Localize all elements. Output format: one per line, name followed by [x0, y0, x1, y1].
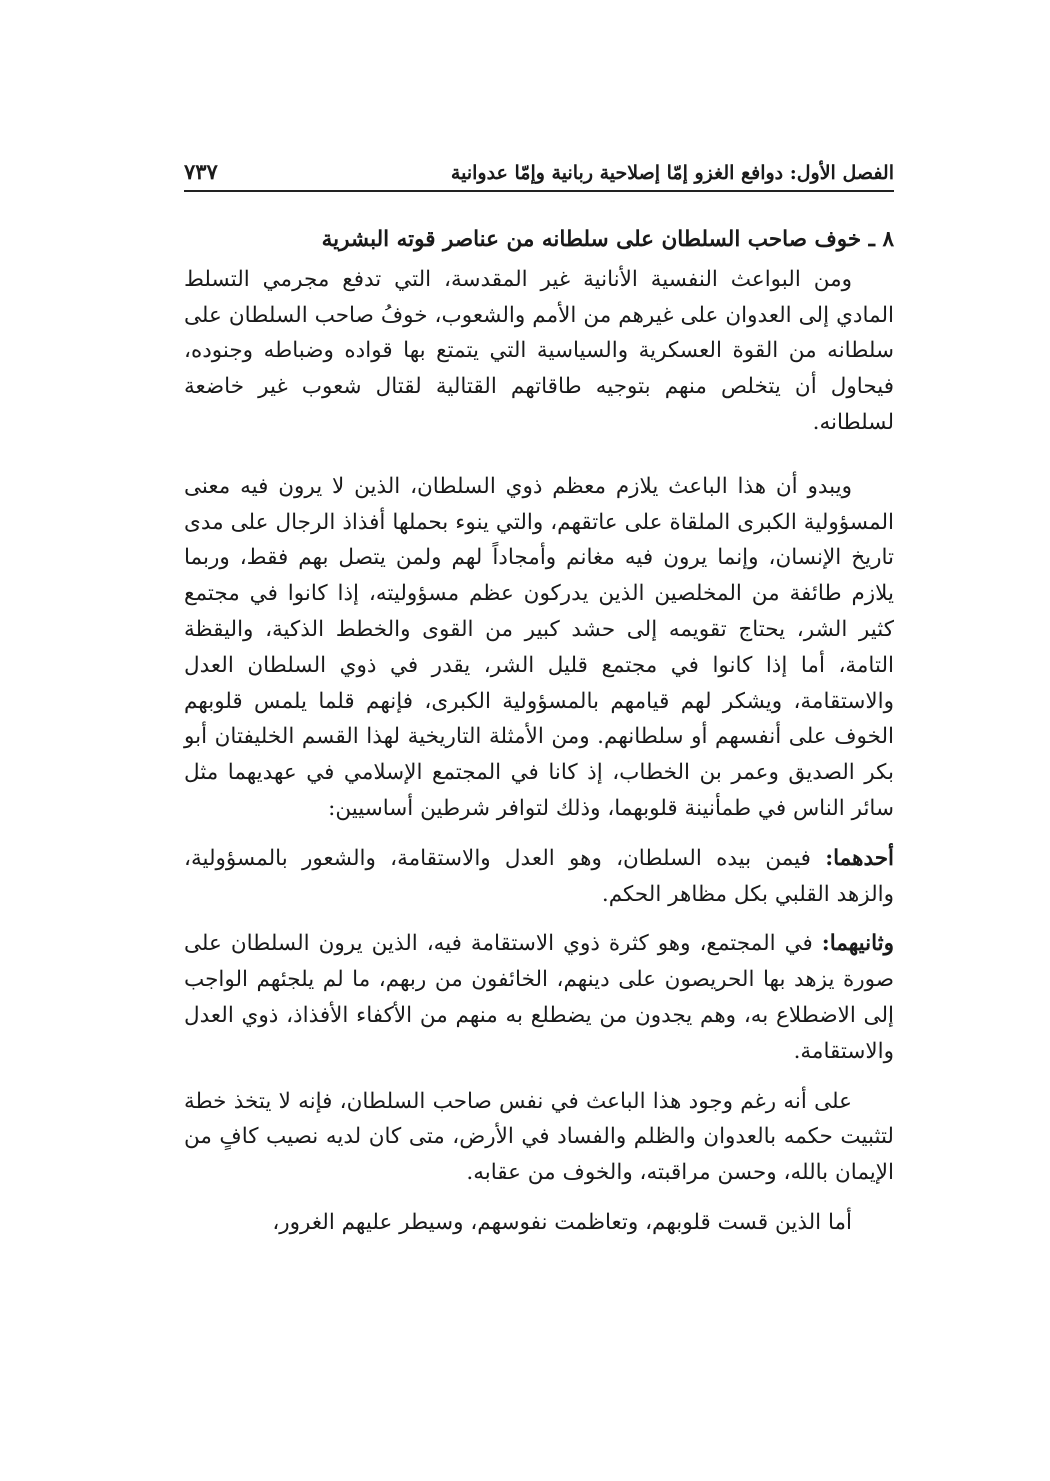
second-condition-text: في المجتمع، وهو كثرة ذوي الاستقامة فيه، الذين يرون السلطان على صورة يزهد بها الحريصون على دينهم، الخائفون من ربهم، ما لم يلجئهم الواجب إلى الاضطلاع به، وهم يجدون من يضطلع به منهم من الأكفاء الأفذاذ، ذوي العدل والاستقامة. [184, 931, 894, 1064]
chapter-title: الفصل الأول: دوافع الغزو إمّا إصلاحية ربانية وإمّا عدوانية [450, 162, 894, 184]
paragraph-6: أما الذين قست قلوبهم، وتعاظمت نفوسهم، وسيطر عليهم الغرور، [272, 1209, 852, 1235]
paragraph-1: ومن البواعث النفسية الأنانية غير المقدسة، التي تدفع مجرمي التسلط المادي إلى العدوان على غيرهم من الأمم والشعوب، خوفُ صاحب السلطان على سلطانه من القوة العسكرية والسياسية التي يتمتع بها قواده وضباطه وجنوده، فيحاول أن يتخلص منهم بتوجيه طاقاتهم القتالية لقتال شعوب غير خاضعة لسلطانه. [184, 266, 894, 435]
paragraph-2: ويبدو أن هذا الباعث يلازم معظم ذوي السلطان، الذين لا يرون فيه معنى المسؤولية الكبرى الملقاة على عاتقهم، والتي ينوء بحملها أفذاذ الرجال على مدى تاريخ الإنسان، وإنما يرون فيه مغانم وأمجاداً لهم ولمن يتصل بهم فقط، وربما يلازم طائفة من المخلصين الذين يدركون عظم مسؤوليته، إذا كانوا في مجتمع كثير الشر، يحتاج تقويمه إلى حشد كبير من القوى والخطط الذكية، واليقظة التامة، أما إذا كانوا في مجتمع قليل الشر، يقدر في ذوي السلطان العدل والاستقامة، ويشكر لهم قيامهم بالمسؤولية الكبرى، فإنهم قلما يلمس قلوبهم الخوف على أنفسهم أو سلطانهم. ومن الأمثلة التاريخية لهذا القسم الخليفتان أبو بكر الصديق وعمر بن الخطاب، إذ كانا في المجتمع الإسلامي في عهديهما مثل سائر الناس في طمأنينة قلوبهما، وذلك لتوافر شرطين أساسيين: [184, 473, 894, 821]
first-condition-text: فيمن بيده السلطان، وهو العدل والاستقامة، والشعور بالمسؤولية، والزهد القلبي بكل مظاهر الحكم. [184, 845, 894, 907]
paragraph-5: على أنه رغم وجود هذا الباعث في نفس صاحب السلطان، فإنه لا يتخذ خطة لتثبيت حكمه بالعدوان والظلم والفساد في الأرض، متى كان لديه نصيب كافٍ من الإيمان بالله، وحسن مراقبته، والخوف من عقابه. [184, 1088, 894, 1186]
page-number: ٧٣٧ [184, 159, 218, 184]
paragraph-4 [184, 926, 894, 1069]
running-header [184, 152, 894, 192]
page-body [184, 222, 894, 1241]
first-condition-label: أحدهما: [825, 845, 894, 871]
second-condition-label: وثانيهما: [821, 931, 894, 957]
section-heading: ٨ ـ خوف صاحب السلطان على سلطانه من عناصر قوته البشرية [321, 227, 894, 252]
paragraph-3 [184, 841, 894, 913]
